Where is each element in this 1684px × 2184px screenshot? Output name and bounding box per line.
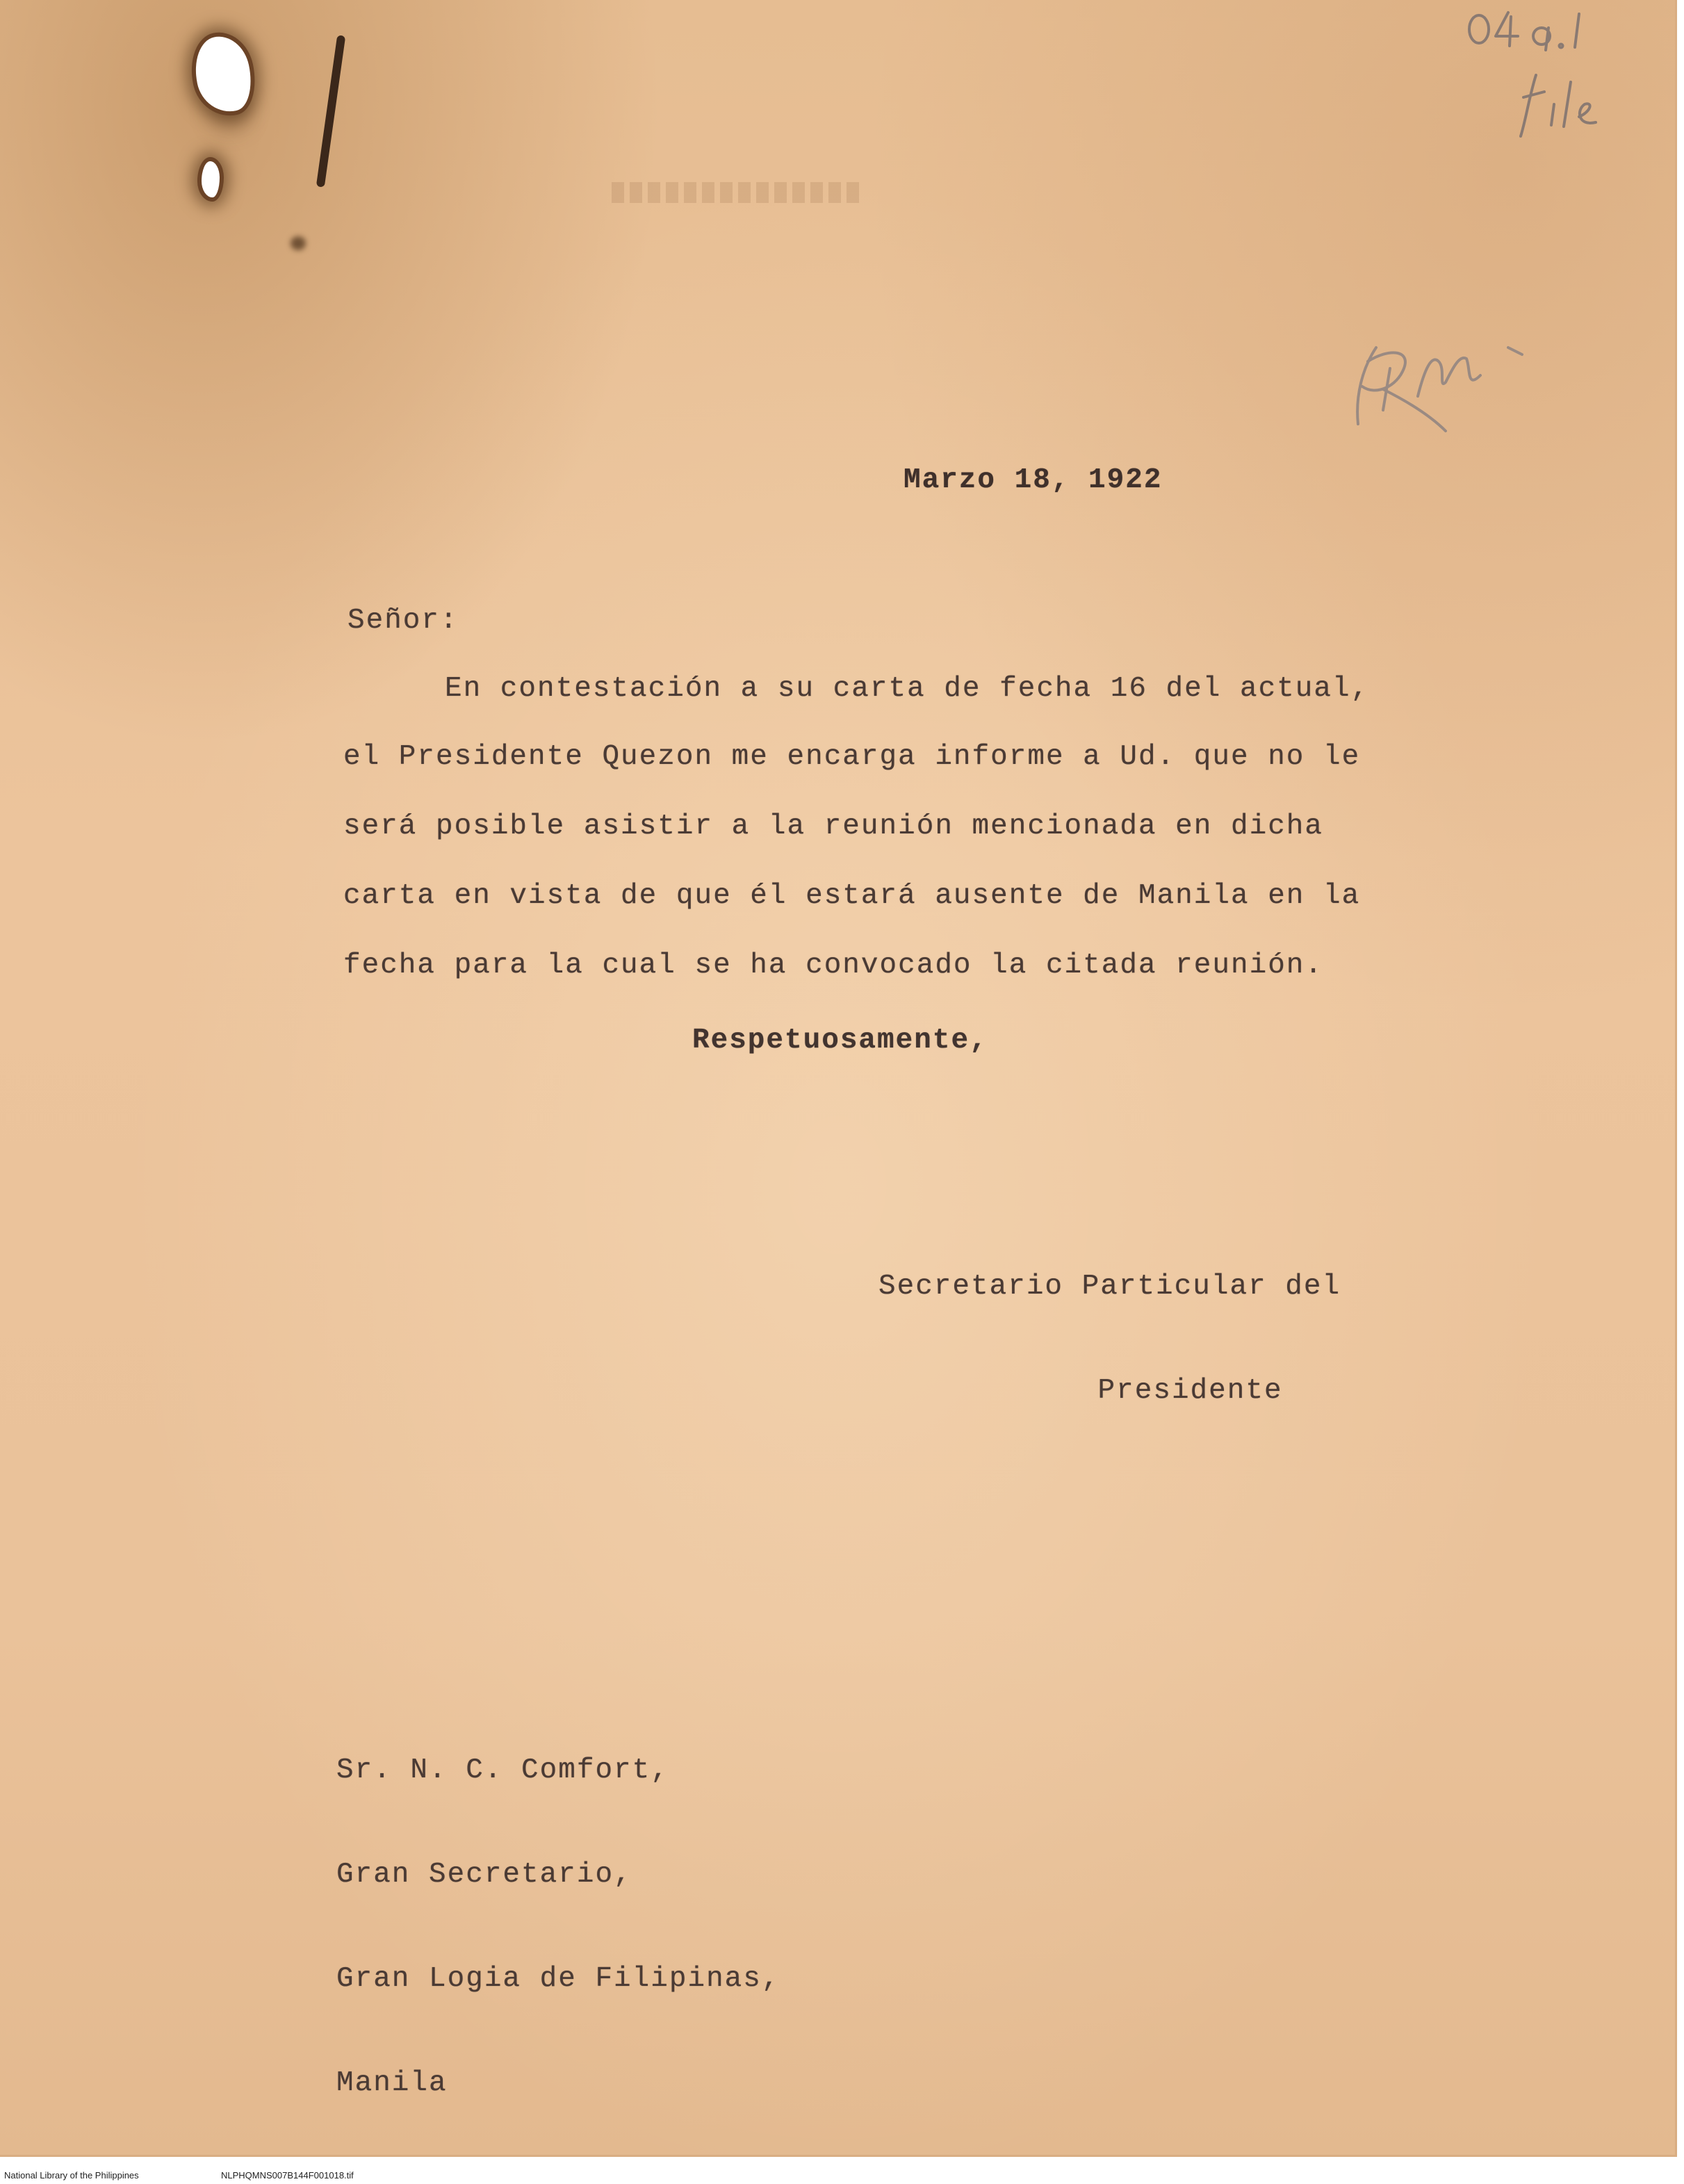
- faint-stamp: [612, 182, 862, 203]
- closing: Respetuosamente,: [692, 1025, 988, 1057]
- addressee-name: Sr. N. C. Comfort,: [336, 1754, 669, 1786]
- salutation: Señor:: [348, 605, 459, 637]
- body-line-1: En contestación a su carta de fecha 16 del actual,: [445, 673, 1370, 705]
- addressee-organization: Gran Logia de Filipinas,: [336, 1963, 780, 1995]
- body-line-4: carta en vista de que él estará ausente de Manila en la: [343, 880, 1361, 912]
- body-line-5: fecha para la cual se ha convocado la citada reunión.: [343, 950, 1324, 981]
- burn-hole-small: [202, 161, 220, 197]
- body-line-3: será posible asistir a la reunión mencionada en dicha: [343, 810, 1324, 842]
- addressee-block: [336, 1684, 780, 2170]
- signature-line-1: Secretario Particular del: [878, 1271, 1341, 1303]
- ink-mark: [316, 35, 346, 188]
- handwritten-file-note: [1460, 0, 1626, 146]
- addressee-title: Gran Secretario,: [336, 1859, 632, 1891]
- ink-spot: [291, 236, 306, 250]
- scan-footer: [0, 2167, 1684, 2184]
- letter-date: Marzo 18, 1922: [904, 464, 1163, 496]
- library-credit: National Library of the Philippines: [4, 2170, 139, 2181]
- handwritten-initials: [1334, 320, 1557, 445]
- scan-filename: NLPHQMNS007B144F001018.tif: [221, 2170, 354, 2181]
- body-line-2: el Presidente Quezon me encarga informe a Ud. que no le: [343, 741, 1361, 773]
- addressee-city: Manila: [336, 2067, 448, 2099]
- signature-line-2: Presidente: [1097, 1375, 1283, 1407]
- signature-block: [878, 1200, 1341, 1478]
